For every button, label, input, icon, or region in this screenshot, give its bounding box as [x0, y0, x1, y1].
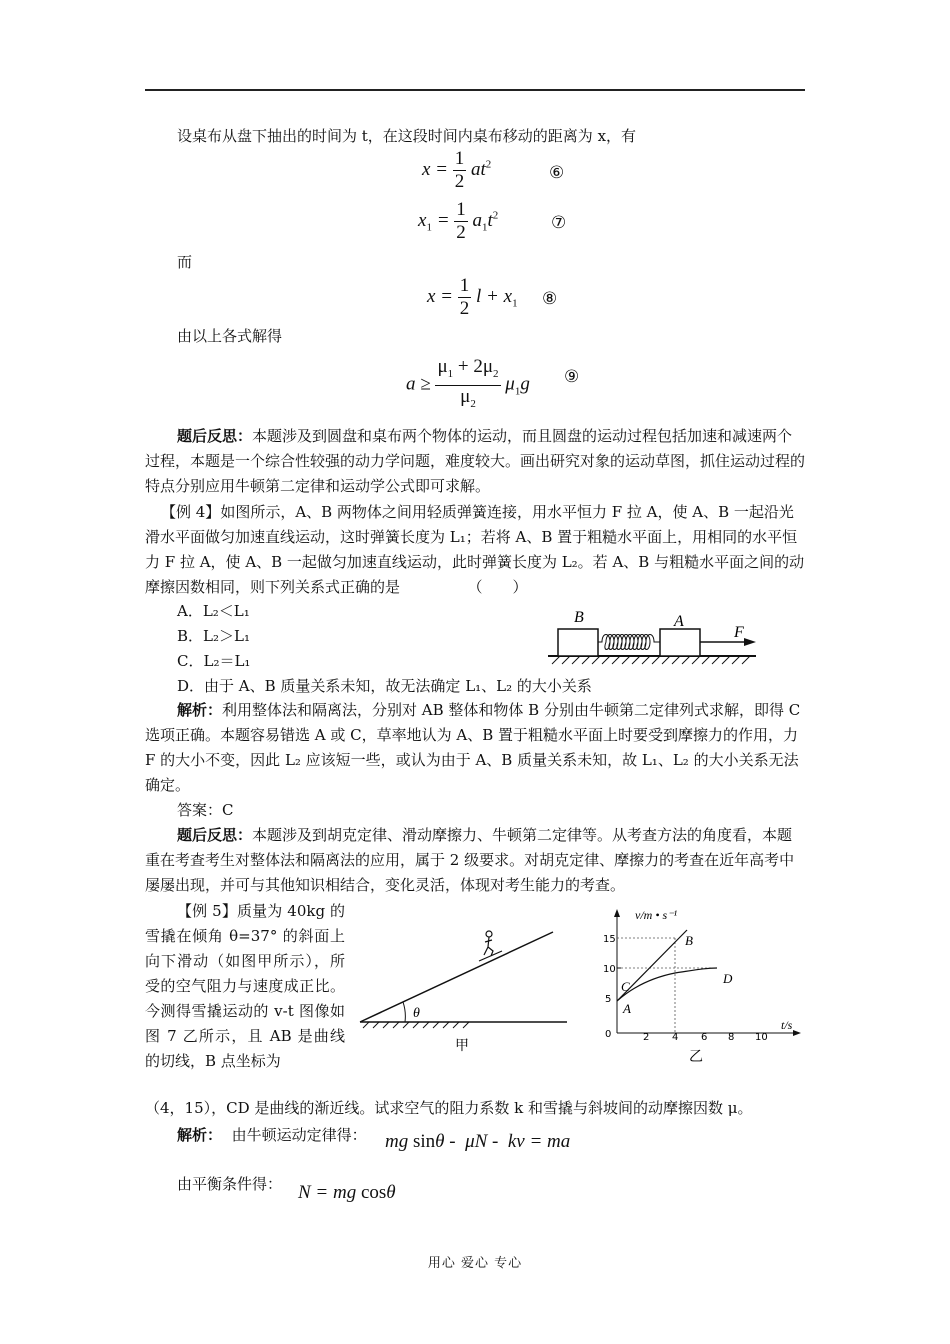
y-axis-label: v/m • s⁻¹ [635, 908, 678, 922]
reflection-2-label: 题后反思： [177, 826, 253, 844]
example-4-text: 如图所示，A、B 两物体之间用轻质弹簧连接，用水平恒力 F 拉 A，使 A、B 一起沿光滑水平面做匀加速直线运动，这时弹簧长度为 L₁；若将 A、B 置于粗糙水平面上，用相同的水平恒力 F 拉 A，使 A、B 一起做匀加速直线运动，此时弹簧长度为 L₂。若 A、B 与粗糙水平面之间的动摩擦因数相同，则下列关系式正确的是 （ ） [145, 503, 805, 596]
block-a [660, 629, 700, 656]
slope-figure [355, 920, 570, 1070]
option-a: A．L₂＜L₁ [177, 602, 250, 620]
example-5-label: 【例 5】 [177, 902, 237, 920]
angle-label: θ [413, 1006, 420, 1021]
point-d-label: D [723, 971, 733, 986]
slope-hatching [363, 1022, 469, 1028]
option-b: B．L₂＞L₁ [177, 627, 250, 645]
equation-8-tag: ⑧ [542, 289, 558, 309]
x-tick-10: 10 [755, 1032, 768, 1043]
x-axis-label: t/s [781, 1018, 793, 1032]
label-b: B [574, 609, 584, 626]
x-axis-arrow [793, 1030, 801, 1036]
solve-line: 由以上各式解得 [177, 327, 283, 345]
x-tick-8: 8 [728, 1032, 735, 1043]
intro-line: 设桌布从盘下抽出的时间为 t，在这段时间内桌布移动的距离为 x，有 [177, 127, 637, 145]
example-4-label: 【例 4】 [161, 503, 221, 521]
header-rule [145, 89, 805, 91]
angle-arc [403, 1002, 405, 1022]
equation-7-tag: ⑦ [551, 213, 567, 233]
ground-hatching [552, 656, 750, 664]
y-tick-10: 10 [603, 964, 616, 975]
equation-8: x = $\frac{1}{2}$ $l + x_1$ [427, 275, 518, 319]
page-footer: 用心 爱心 专心 [427, 1256, 523, 1271]
slope-incline [360, 932, 553, 1022]
equation-7: $x_1$ = $\frac{1}{2}$ $a_1t^2$ [418, 199, 499, 243]
x-tick-6: 6 [701, 1032, 708, 1043]
figure-yi-caption: 乙 [689, 1049, 703, 1065]
reflection-1-label: 题后反思： [177, 427, 253, 445]
vt-curve [617, 968, 717, 1001]
block-b [558, 629, 598, 656]
y-axis-arrow [614, 909, 620, 917]
label-a: A [674, 613, 684, 630]
x-tick-4: 4 [672, 1032, 679, 1043]
analysis-1 [145, 698, 807, 798]
reflection-1-text: 本题涉及到圆盘和桌布两个物体的运动，而且圆盘的运动过程包括加速和减速两个过程，本题是一个综合性较强的动力学问题，难度较大。画出研究对象的运动草图，抓住运动过程的特点分别应用牛顿第二定律和运动学公式即可求解。 [145, 427, 806, 495]
reflection-1 [145, 424, 807, 499]
er-line: 而 [177, 253, 193, 271]
option-d: D．由于 A、B 质量关系未知，故无法确定 L₁、L₂ 的大小关系 [177, 677, 592, 695]
reflection-2 [145, 823, 807, 898]
analysis-2-text: 由牛顿运动定律得： [231, 1126, 367, 1144]
x-tick-0: 0 [605, 1029, 612, 1040]
balance-equation: N = mg cosθ [298, 1182, 396, 1203]
example-5-continued: （4，15），CD 是曲线的渐近线。试求空气的阻力系数 k 和雪撬与斜坡间的动摩擦因数 μ。 [145, 1099, 753, 1117]
equation-9-tag: ⑨ [564, 367, 580, 387]
answer-line: 答案：C [177, 801, 234, 819]
example-5-text: 质量为 40kg 的雪撬在倾角 θ=37° 的斜面上向下滑动（如图甲所示），所受的空气阻力与速度成正比。今测得雪撬运动的 v-t 图像如图 7 乙所示，且 AB 是曲线的切线，B 点坐标为 [145, 902, 345, 1070]
force-arrow-head [744, 638, 756, 646]
balance-line: 由平衡条件得： [177, 1175, 283, 1193]
reflection-2-text: 本题涉及到胡克定律、滑动摩擦力、牛顿第二定律等。从考查方法的角度看，本题重在考查考生对整体法和隔离法的应用，属于 2 级要求。对胡克定律、摩擦力的考查在近年高考中屡屡出现，并可与其他知识相结合，变化灵活，体现对考生能力的考查。 [145, 826, 795, 894]
vt-graph [595, 905, 810, 1065]
example-5 [145, 899, 345, 1074]
label-f: F [734, 624, 744, 641]
y-tick-15: 15 [603, 934, 616, 945]
example-4 [145, 500, 807, 600]
analysis-2-label: 解析： [177, 1126, 223, 1144]
option-c: C．L₂＝L₁ [177, 652, 251, 670]
point-a-label: A [623, 1001, 631, 1016]
x-tick-2: 2 [643, 1032, 650, 1043]
y-tick-5: 5 [605, 994, 612, 1005]
point-b-label: B [685, 933, 693, 948]
equation-6-tag: ⑥ [549, 163, 565, 183]
analysis-1-text: 利用整体法和隔离法，分别对 AB 整体和物体 B 分别由牛顿第二定律列式求解，即得 C 选项正确。本题容易错选 A 或 C，草率地认为 A、B 置于粗糙水平面上时要受到摩擦力的作用，力 F 的大小不变，因此 L₂ 应该短一些，或认为由于 A、B 质量关系未知，故 L₁、L₂ 的大小关系无法确定。 [145, 701, 801, 794]
spring-blocks-figure [540, 604, 765, 670]
spring [598, 635, 660, 650]
equation-9: a ≥ $\frac{\mu_1 + 2\mu_2}{\mu_2}$ $\mu_1g$ [406, 356, 530, 410]
skier-icon [479, 931, 502, 961]
analysis-1-label: 解析： [177, 701, 223, 719]
newton-equation: mg sinθ - μN - kv = ma [385, 1131, 571, 1152]
point-c-label: C [621, 979, 630, 994]
figure-jia-caption: 甲 [455, 1038, 469, 1054]
equation-6: x = $\frac{1}{2}$ $at^2$ [422, 148, 492, 192]
